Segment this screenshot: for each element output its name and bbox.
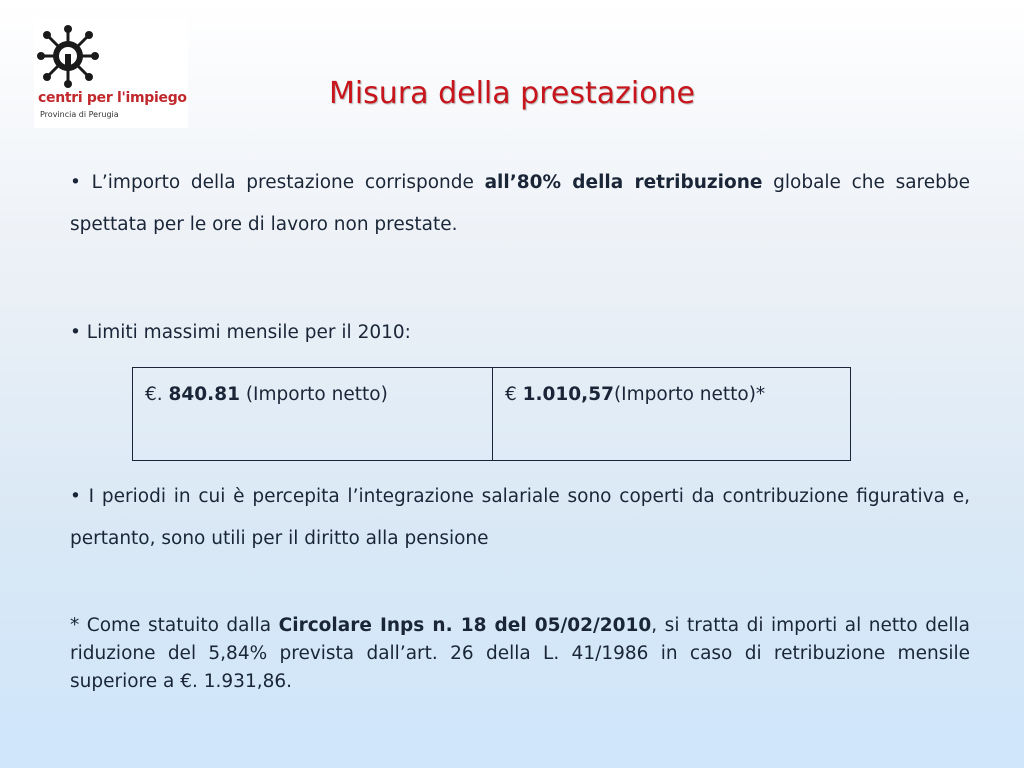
bullet: • (70, 172, 81, 193)
bullet: • (70, 486, 81, 507)
paragraph-limiti (70, 312, 970, 354)
paragraph-text: Limiti massimi mensile per il 2010: (80, 322, 411, 343)
paragraph-text: L’importo della prestazione corrisponde (80, 172, 485, 193)
amount-note: (Importo netto)* (613, 384, 766, 405)
table-cell-limit-high (493, 368, 851, 461)
paragraph-text: I periodi in cui è percepita l’integrazione salariale sono coperti da contribuzione figurativa e, pertanto, sono utili per il diritto alla pensione (70, 486, 970, 549)
logo-name: centri per l'impiego (38, 90, 187, 106)
page-title: Misura della prestazione (328, 76, 696, 111)
bullet: • (70, 322, 81, 343)
logo (34, 18, 188, 128)
paragraph-text: * Come statuito dalla (70, 615, 279, 636)
paragraph-text: globale che sarebbe spettata per le ore di lavoro non prestate. (70, 172, 970, 235)
table-row (133, 368, 851, 461)
table-cell-limit-low (133, 368, 493, 461)
limits-table (132, 367, 851, 461)
amount-value: 1.010,57 (522, 384, 614, 405)
logo-subtitle: Provincia di Perugia (40, 110, 119, 119)
currency-prefix: € (505, 384, 523, 405)
amount-note: (Importo netto) (239, 384, 388, 405)
paragraph-periodi (70, 476, 970, 560)
currency-prefix: €. (145, 384, 169, 405)
circolare-reference: Circolare Inps n. 18 del 05/02/2010 (278, 615, 652, 636)
paragraph-text: , si tratta di importi al netto della riduzione del 5,84% prevista dall’art. 26 della L. 41/1986 in caso di retribuzione mensile superiore a €. 1.931,86. (70, 615, 970, 692)
paragraph-bold-text: all’80% della retribuzione (484, 172, 763, 193)
paragraph-importo (70, 162, 970, 246)
amount-value: 840.81 (168, 384, 240, 405)
paragraph-footnote (70, 612, 970, 696)
